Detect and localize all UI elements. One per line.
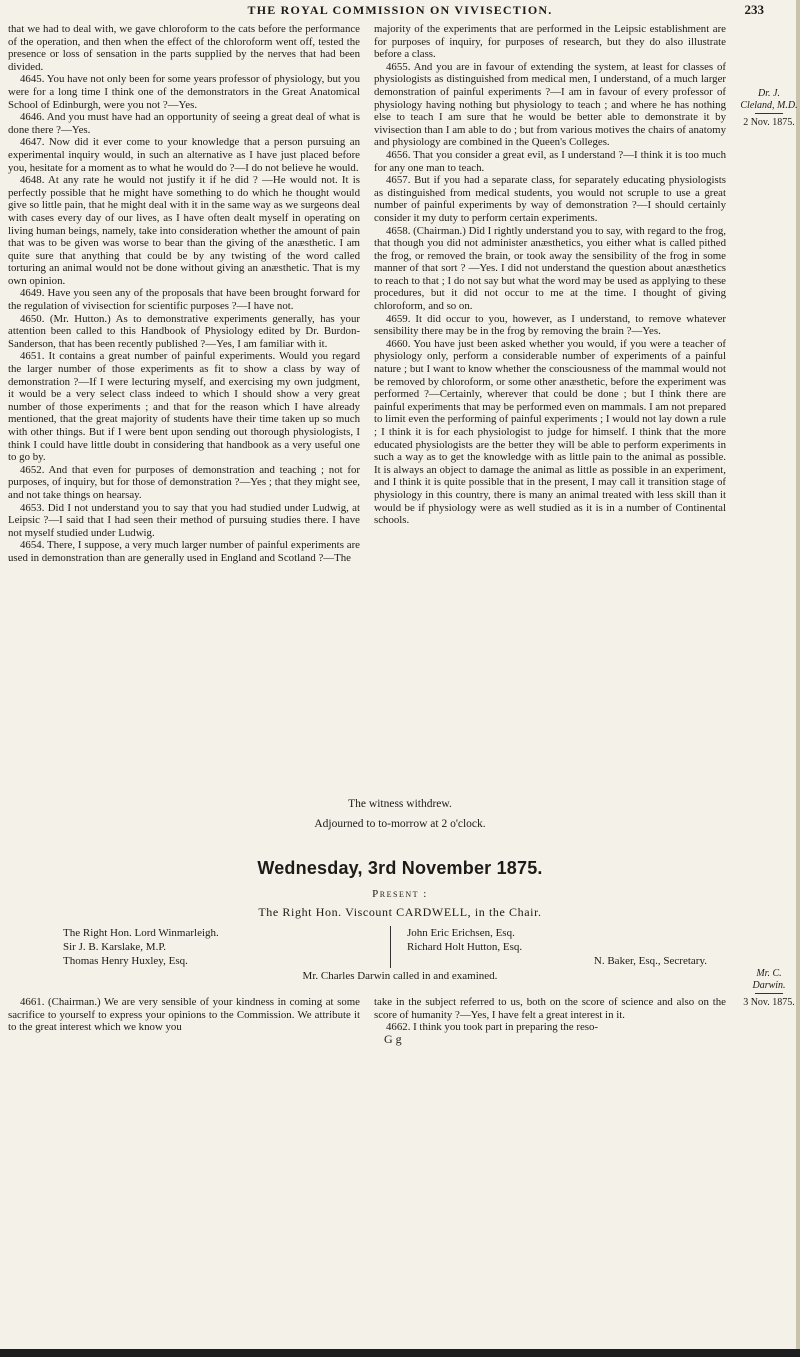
- present-label: Present :: [372, 888, 428, 900]
- left-column: [8, 23, 360, 565]
- attendee: The Right Hon. Lord Winmarleigh.: [63, 927, 219, 939]
- signature-mark: G g: [384, 1032, 402, 1046]
- attendees-right: [407, 926, 727, 968]
- paragraph: 4652. And that even for purposes of demonstration and teaching ; not for purposes, of inquiry, but for those of demonstration ?—Yes ; that they might see, and not take things on hearsay.: [8, 463, 360, 501]
- paragraph: majority of the experiments that are performed in the Leipsic establishment are for purposes of inquiry, for purposes of research, but they do also illustrate before a class.: [374, 23, 726, 61]
- margin-rule: [755, 113, 783, 114]
- page-number: 233: [744, 2, 764, 17]
- attendee: Thomas Henry Huxley, Esq.: [63, 955, 188, 967]
- paragraph: 4659. It did occur to you, however, as I understand, to remove whatever sensibility there may be in the frog by removing the brain ?—Yes.: [374, 312, 726, 338]
- attendee: Sir J. B. Karslake, M.P.: [63, 941, 166, 953]
- paragraph: 4656. That you consider a great evil, as I understand ?—I think it is too much for any one man to teach.: [374, 148, 726, 174]
- meeting-title: Wednesday, 3rd November 1875.: [257, 858, 543, 878]
- paragraph: 4661. (Chairman.) We are very sensible of your kindness in coming at some sacrifice to yourself to express your opinions to the Commission. We attribute it to the great interest which we know you: [8, 996, 360, 1034]
- running-title: THE ROYAL COMMISSION ON VIVISECTION.: [247, 3, 553, 17]
- witness-called: Mr. Charles Darwin called in and examined.: [302, 970, 498, 982]
- margin-rule: [755, 993, 783, 994]
- paragraph: 4648. At any rate he would not justify it if he did ? —He would not. It is perfectly possible that he might have something to do which he thought would give so little pain, that he might deal with it in the same way as we surgeons deal with cases every day of our lives, as I have often dealt myself in operating on living human beings, namely, take into consideration whether the amount of pain that was to be given was worse to bear than the giving of the anæsthetic. I am quite sure that anything that could be by any twisting of the word called torturing an animal would not be done without giving an anæsthetic. That is my own opinion.: [8, 174, 360, 287]
- paragraph: 4646. And you must have had an opportunity of seeing a great deal of what is done there ?—Yes.: [8, 111, 360, 136]
- chair-line: The Right Hon. Viscount CARDWELL, in the Chair.: [258, 905, 542, 919]
- paragraph: that we had to deal with, we gave chloroform to the cats before the performance of the operation, and then when the effect of the chloroform went off, tested the presence or loss of sensation in the parts supplied by the nerves that had been divided.: [8, 23, 360, 73]
- scan-bottom-edge: [0, 1349, 800, 1357]
- adjourned-note: Adjourned to to-morrow at 2 o'clock.: [314, 818, 486, 830]
- attendee: Richard Holt Hutton, Esq.: [407, 941, 523, 953]
- left-column-2: [8, 996, 360, 1034]
- paragraph: take in the subject referred to us, both on the score of science and also on the score of humanity ?—Yes, I have felt a great interest in it.: [374, 996, 726, 1021]
- attendee-divider: [390, 926, 391, 968]
- page-edge: [796, 0, 800, 1349]
- paragraph: 4645. You have not only been for some years professor of physiology, but you were for a long time I think one of the demonstrators in the Great Anatomical School of Edinburgh, were you not ?—Yes.: [8, 73, 360, 111]
- paragraph: 4662. I think you took part in preparing the reso-: [386, 1021, 599, 1034]
- paragraph: 4655. And you are in favour of extending the system, at least for classes of physiologists as distinguished from medical men, I understand, of a much larger demonstration of painful experiments ?—I am in favour of every professor of physiology having nothing but physiology to teach ; and where he has nothing else to teach I am sure that he would be better able to demonstrate it by vivisection than I am able to do ; but from various motives the chairs of anatomy and physiology are combined in the Queen's Colleges.: [374, 60, 726, 149]
- witness-withdrew: The witness withdrew.: [348, 798, 452, 810]
- paragraph: 4654. There, I suppose, a very much larger number of painful experiments are used in demonstration than are generally used in England and Scotland ?—The: [8, 539, 360, 564]
- paragraph: 4653. Did I not understand you to say that you had studied under Ludwig, at Leipsic ?—I said that I had seen their method of pursuing studies there. I have not myself studied under Ludwig.: [8, 501, 360, 539]
- attendee: John Eric Erichsen, Esq.: [407, 927, 515, 939]
- page-header: [30, 0, 770, 20]
- witness-date: 2 Nov. 1875.: [743, 117, 795, 128]
- right-column: [374, 23, 726, 527]
- witness-date: 3 Nov. 1875.: [743, 997, 795, 1008]
- paragraph: 4651. It contains a great number of painful experiments. Would you regard the larger number of those experiments as fit to show a class by way of demonstration ?—If I were lecturing myself, and exercising my own judgment, it would be a very select class indeed to which I should show a very great number of those experiments ; and that for the reason which I have already mentioned, that the great majority of students have their time taken up so much with other things. But if I were bent upon sending out thorough physiologists, I think I could have little doubt in considering that handbook as a very useful one to go by.: [8, 350, 360, 464]
- witness-name: Dr. J. Cleland, M.D.: [740, 88, 798, 111]
- paragraph: 4647. Now did it ever come to your knowledge that a person pursuing an experimental inquiry would, in such an alternative as I have just placed before you, hesitate for a moment as to what he would do ?—I do not believe he would.: [8, 136, 360, 174]
- paragraph: 4657. But if you had a separate class, for separately educating physiologists as distinguished from medical students, you would not scruple to use a great number of painful experiments by way of demonstration ?—I should certainly consider it my duty to perform certain experiments.: [374, 174, 726, 224]
- margin-note-witness-2: [740, 968, 798, 1009]
- paragraph: 4658. (Chairman.) Did I rightly understand you to say, with regard to the frog, that though you did not administer anæsthetics, you either what is called pithed the frog, or removed the brain, or took away the sensibility of the frog in some manner of that sort ? —Yes. I did not understand the question about anæsthetics to reach to that ; I do not say but what the word may be used as applying to these procedures, but it did not occur to me at the time. I thought of giving chloroform, and so on.: [374, 224, 726, 313]
- right-column-2: [374, 996, 726, 1034]
- witness-name: Mr. C. Darwin.: [752, 968, 786, 991]
- attendee: N. Baker, Esq., Secretary.: [593, 955, 707, 967]
- paragraph: 4649. Have you seen any of the proposals that have been brought forward for the regulation of vivisection for scientific purposes ?—I have not.: [8, 287, 360, 313]
- margin-note-witness: [740, 88, 798, 129]
- paragraph: 4660. You have just been asked whether you would, if you were a teacher of physiology only, perform a considerable number of experiments of a painful nature ; but I want to know whether the consciousness of the mammal would not be removed by chloroform, or some other anæsthetic, before the experiment was performed ?—Certainly, wherever that could be done ; but I think there are painful experiments that may be performed even on mammals. I am not prepared to limit even the performing of painful experiments ; I would not lay down a rule ; I think it is for each physiologist to judge for himself. I think that the more educated physiologists are the better they will be able to perform experiments in such a way as to get the knowledge with as little pain to the animal as possible. It is always an object to damage the animal as little as possible in an experiment, and I think it is quite possible that in the present, I may call it transition stage of physiology in this country, there is many an animal treated with less skill than it would be if physiology were as well studied as it is in a number of Continental schools.: [374, 337, 726, 527]
- paragraph: 4650. (Mr. Hutton.) As to demonstrative experiments generally, has your attention been called to this Handbook of Physiology edited by Dr. Burdon-Sanderson, that has been recently published ?—Yes, I am familiar with it.: [8, 312, 360, 350]
- attendees-left: [63, 926, 383, 968]
